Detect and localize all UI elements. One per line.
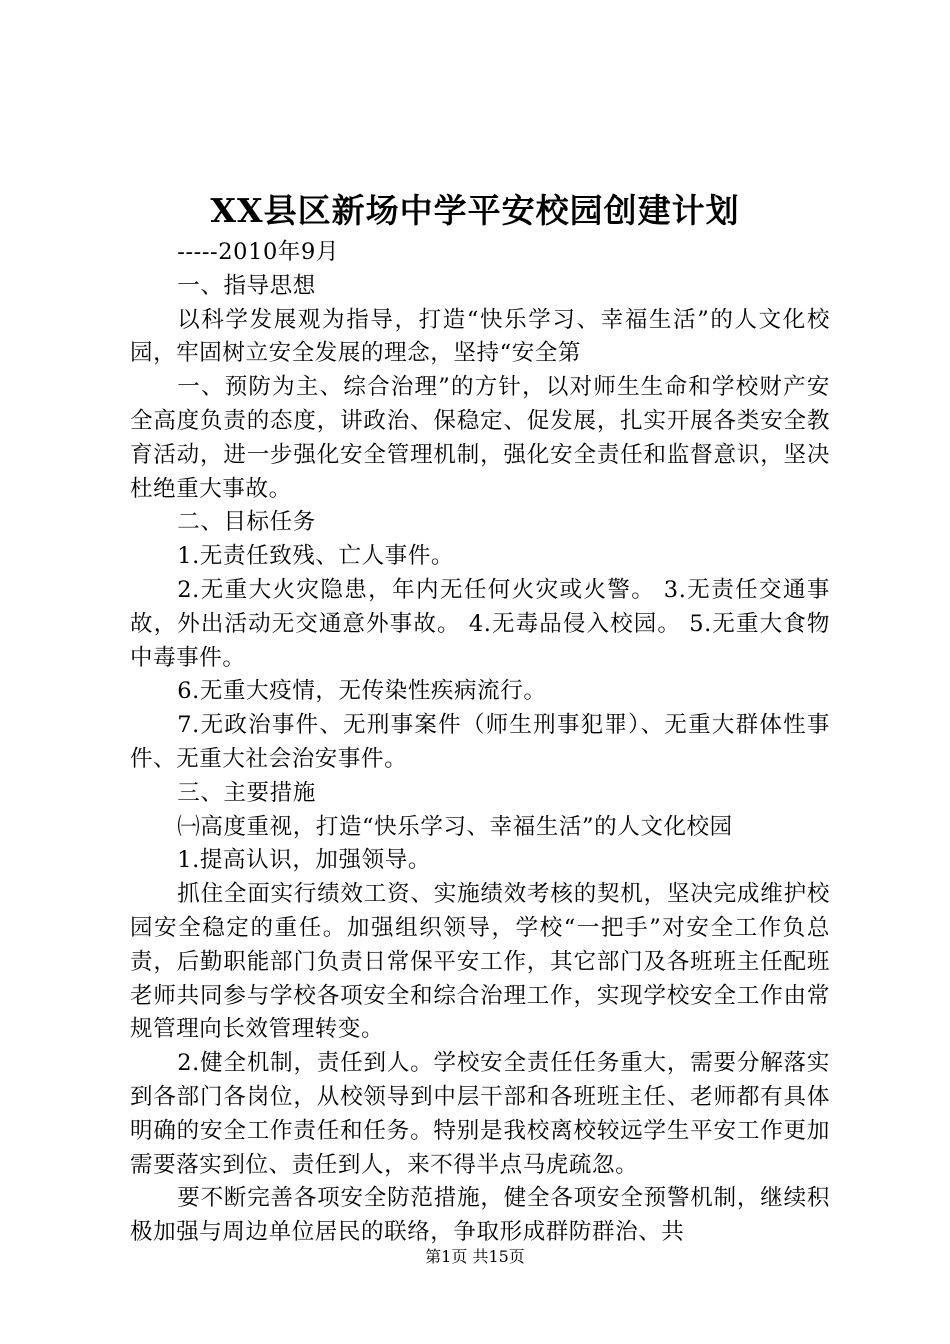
section-heading-goals: 二、目标任务 [177, 509, 316, 536]
list-item: 7.无政治事件、无刑事案件（师生刑事犯罪）、无重大群体性事件、无重大社会治安事件。 [130, 712, 830, 772]
document-body [130, 236, 830, 1250]
paragraph: 一、预防为主、综合治理”的方针，以对师生生命和学校财产安全高度负责的态度，讲政治、保稳定、促发展，扎实开展各类安全教育活动，进一步强化安全管理机制，强化安全责任和监督意识，坚决杜绝重大事故。 [130, 374, 830, 502]
paragraph: 以科学发展观为指导，打造“快乐学习、幸福生活”的人文化校园，牢固树立安全发展的理念，坚持“安全第 [130, 306, 830, 367]
list-item: 1.提高认识，加强领导。 [177, 847, 431, 874]
section-heading-measures: 三、主要措施 [177, 779, 316, 806]
paragraph: 要不断完善各项安全防范措施，健全各项安全预警机制，继续积极加强与周边单位居民的联络，争取形成群防群治、共 [130, 1185, 830, 1246]
list-item: 1.无责任致残、亡人事件。 [177, 543, 455, 570]
list-item: 2.无重大火灾隐患，年内无任何火灾或火警。 3.无责任交通事故，外出活动无交通意外事故。 4.无毒品侵入校园。 5.无重大食物中毒事件。 [130, 576, 830, 671]
list-item: 6.无重大疫情，无传染性疾病流行。 [177, 678, 547, 705]
document-title: XX县区新场中学平安校园创建计划 [210, 191, 740, 230]
date-line: -----2010年9月 [177, 239, 340, 265]
paragraph: 抓住全面实行绩效工资、实施绩效考核的契机，坚决完成维护校园安全稳定的重任。加强组织领导，学校“一把手”对安全工作负总责，后勤职能部门负责日常保平安工作，其它部门及各班班主任配班老师共同参与学校各项安全和综合治理工作，实现学校安全工作由常规管理向长效管理转变。 [130, 881, 830, 1043]
page-footer: 第1页 共15页 [425, 1247, 525, 1266]
subsection-heading: ㈠高度重视，打造“快乐学习、幸福生活”的人文化校园 [177, 813, 733, 840]
paragraph: 2.健全机制，责任到人。学校安全责任任务重大，需要分解落实到各部门各岗位，从校领导到中层干部和各班班主任、老师都有具体明确的安全工作责任和任务。特别是我校离校较远学生平安工作更加需要落实到位、责任到人，来不得半点马虎疏忽。 [130, 1050, 830, 1178]
section-heading-guiding-ideology: 一、指导思想 [177, 272, 316, 299]
